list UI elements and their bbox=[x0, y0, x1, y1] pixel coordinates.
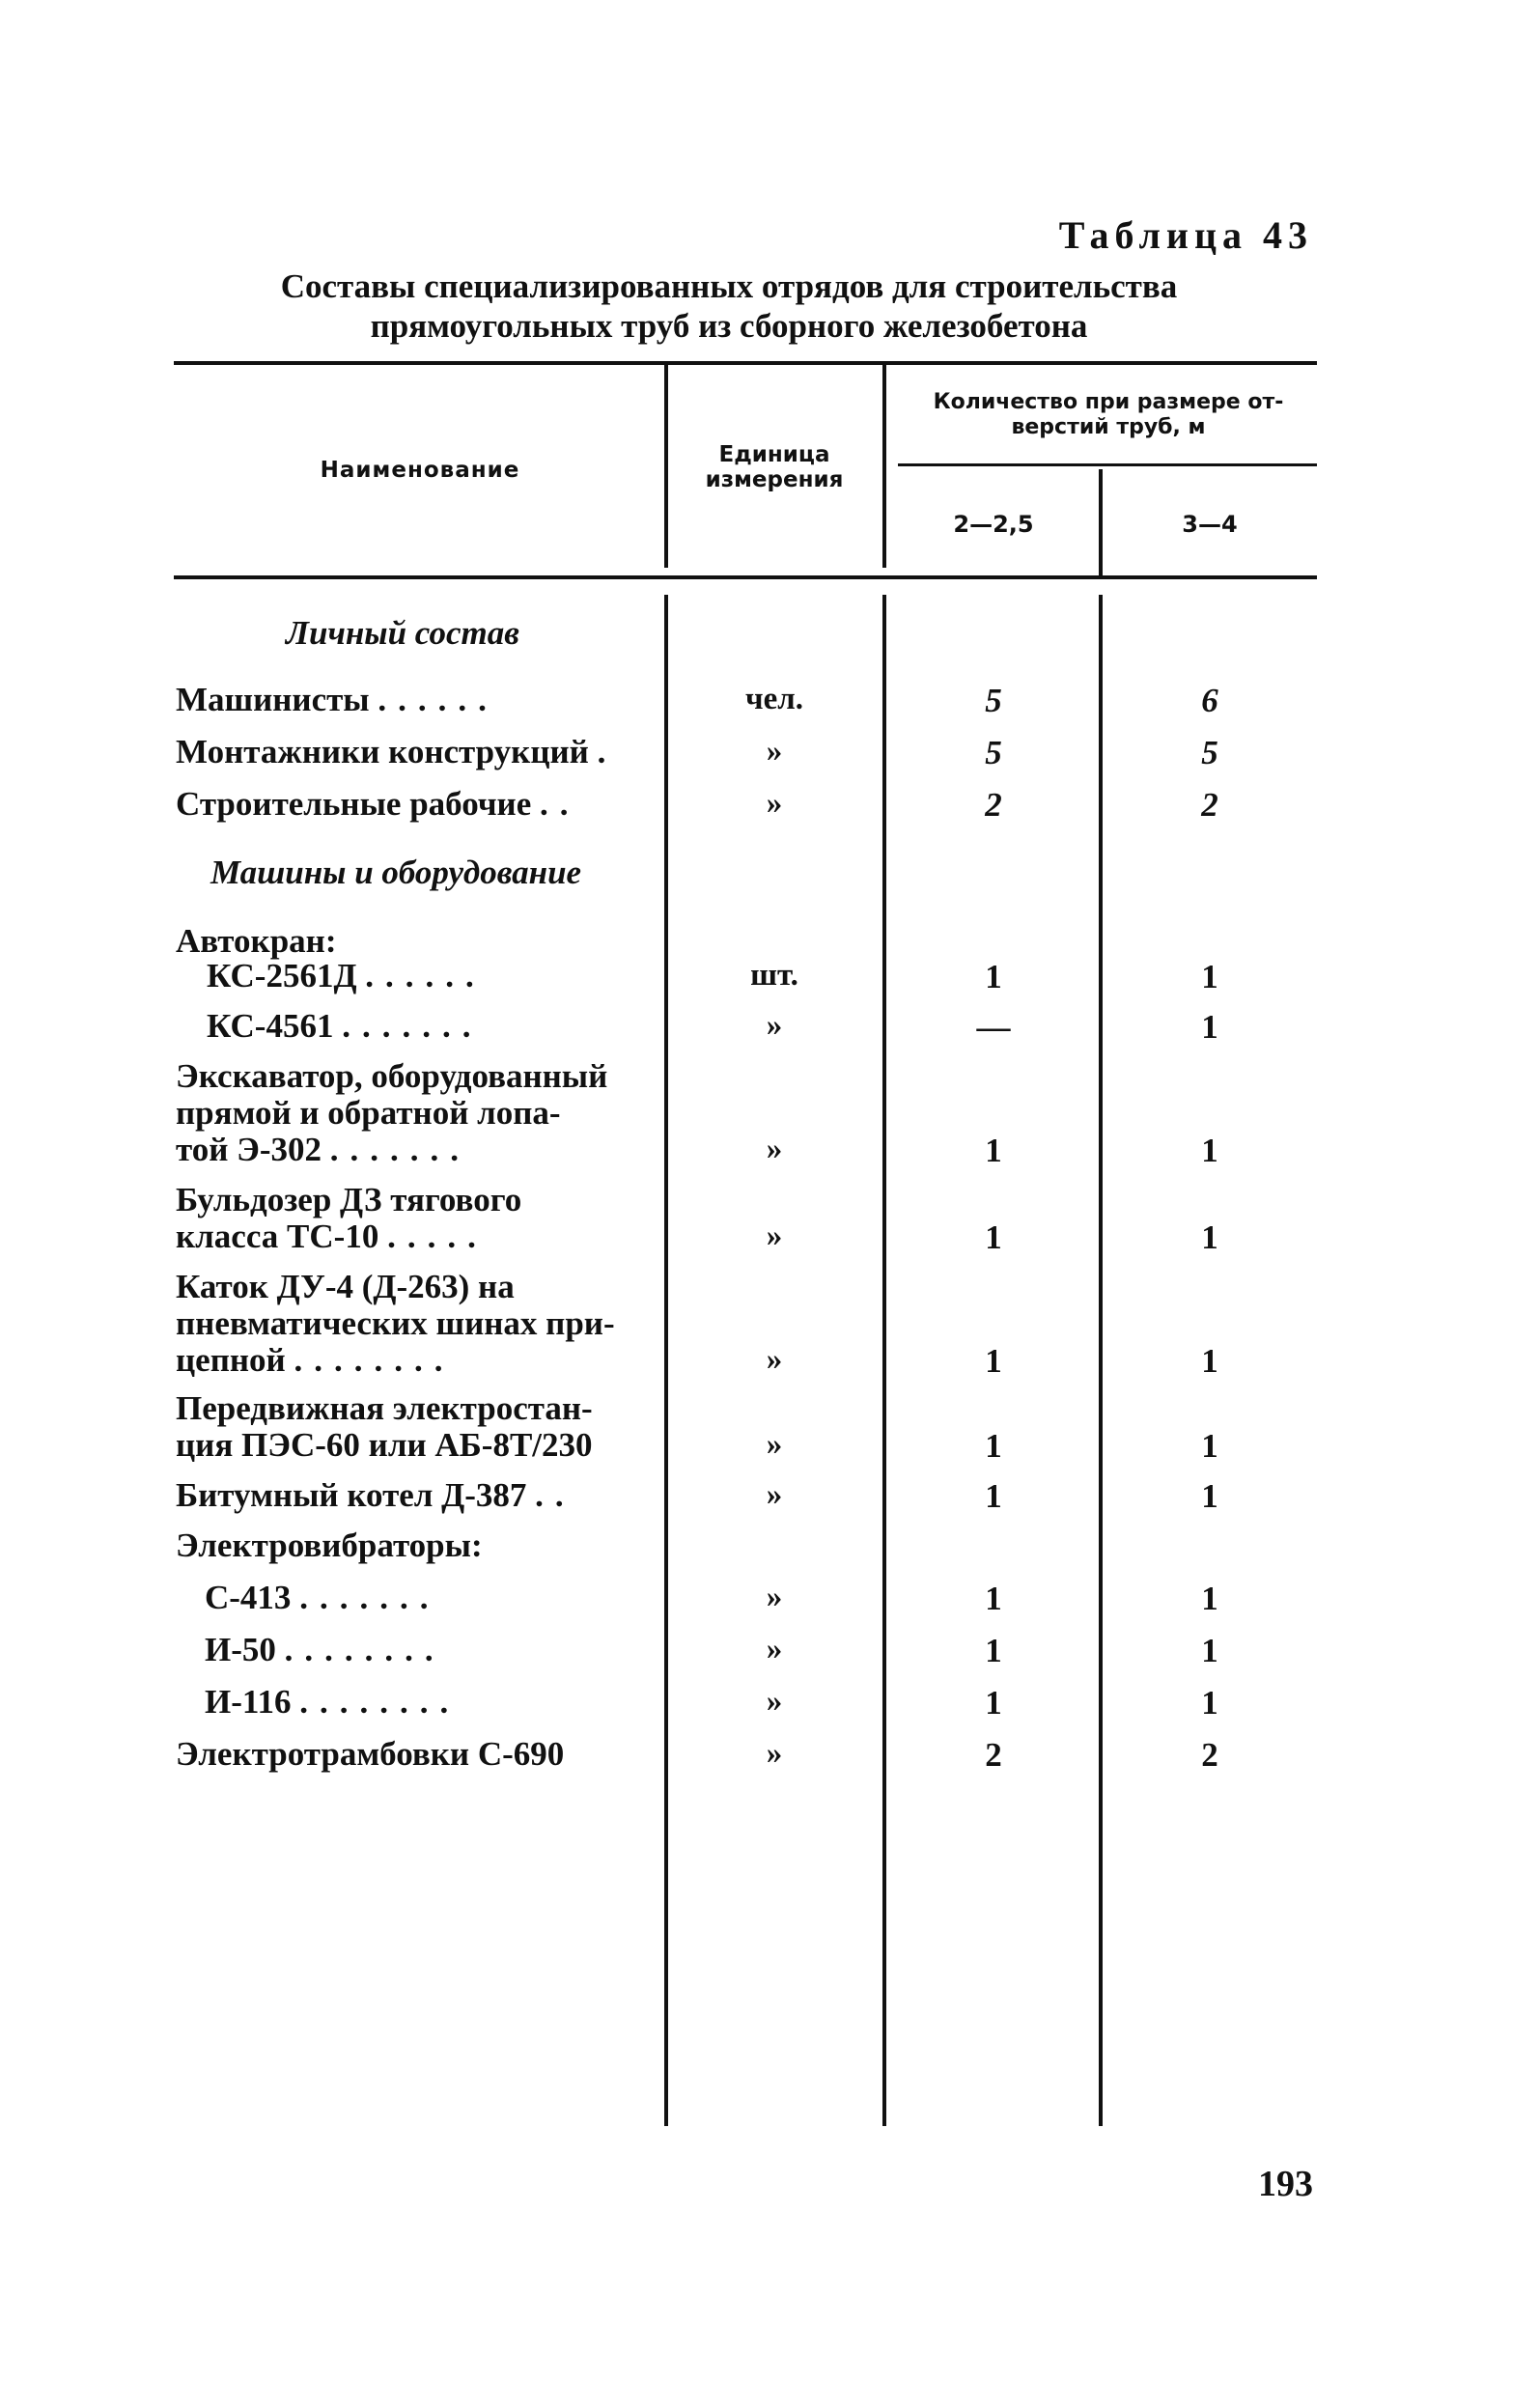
header-col-2: 3—4 bbox=[1182, 511, 1238, 538]
row-value-col1: 1 bbox=[985, 1632, 1002, 1669]
header-quantity-line-2: верстий труб, м bbox=[1011, 415, 1206, 439]
row-name-line-1: Бульдозер ДЗ тягового bbox=[176, 1181, 522, 1218]
row-unit: » bbox=[766, 1477, 783, 1512]
row-unit: » bbox=[766, 1218, 783, 1253]
row-name: КС-2561Д ...... bbox=[207, 957, 486, 994]
row-name bbox=[176, 1269, 643, 1379]
row-value-col1: — bbox=[976, 1008, 1011, 1046]
row-value-col2: 5 bbox=[1201, 734, 1218, 771]
row-name: Битумный котел Д-387 .. bbox=[176, 1476, 575, 1514]
header-name: Наименование bbox=[320, 458, 520, 483]
row-unit: шт. bbox=[750, 958, 798, 993]
row-value-col1: 1 bbox=[985, 1477, 1002, 1515]
row-value-col2: 1 bbox=[1201, 1427, 1218, 1465]
row-name bbox=[176, 1390, 643, 1464]
section-personnel: Личный состав bbox=[286, 614, 519, 652]
row-unit: чел. bbox=[744, 682, 804, 716]
row-name-line-2: пневматических шинах при- bbox=[176, 1304, 615, 1342]
row-name-line-1: Передвижная электростан- bbox=[176, 1389, 593, 1427]
header-unit bbox=[668, 442, 881, 492]
row-name: Электротрамбовки С-690 bbox=[176, 1735, 565, 1773]
header-sub-rule bbox=[898, 463, 1317, 466]
row-name-line-1: Экскаватор, оборудованный bbox=[176, 1057, 608, 1095]
row-value-col1: 1 bbox=[985, 958, 1002, 995]
row-value-col1: 1 bbox=[985, 1684, 1002, 1722]
row-unit: » bbox=[766, 1684, 783, 1719]
header-quantity-line-1: Количество при размере от- bbox=[933, 390, 1284, 414]
row-name-line-3: цепной ........ bbox=[176, 1341, 455, 1379]
row-value-col2: 1 bbox=[1201, 1342, 1218, 1380]
header-unit-line-2: измерения bbox=[705, 467, 844, 492]
row-value-col1: 2 bbox=[985, 786, 1002, 824]
row-unit: » bbox=[766, 1580, 783, 1614]
table-top-rule bbox=[174, 361, 1317, 365]
row-name-line-2: прямой и обратной лопа- bbox=[176, 1094, 561, 1132]
row-unit: » bbox=[766, 786, 783, 821]
header-col-1: 2—2,5 bbox=[953, 511, 1034, 538]
row-unit: » bbox=[766, 1008, 783, 1043]
row-unit: » bbox=[766, 1632, 783, 1666]
row-unit: » bbox=[766, 1736, 783, 1771]
row-value-col2: 1 bbox=[1201, 1132, 1218, 1169]
row-value-col1: 1 bbox=[985, 1218, 1002, 1256]
row-name: И-116 ........ bbox=[205, 1683, 461, 1721]
row-value-col2: 1 bbox=[1201, 958, 1218, 995]
row-value-col1: 1 bbox=[985, 1580, 1002, 1617]
header-unit-line-1: Единица bbox=[718, 442, 830, 467]
header-quantity bbox=[886, 390, 1330, 440]
page-number: 193 bbox=[1258, 2164, 1313, 2204]
row-name-line-1: Каток ДУ-4 (Д-263) на bbox=[176, 1268, 515, 1305]
row-value-col2: 6 bbox=[1201, 682, 1218, 719]
row-name-line-3: той Э-302 ....... bbox=[176, 1131, 471, 1168]
table-title bbox=[164, 266, 1294, 346]
row-value-col2: 1 bbox=[1201, 1008, 1218, 1046]
row-unit: » bbox=[766, 734, 783, 769]
section-machines: Машины и оборудование bbox=[210, 854, 582, 891]
row-value-col2: 1 bbox=[1201, 1632, 1218, 1669]
row-name bbox=[176, 1182, 643, 1255]
title-line-2: прямоугольных труб из сборного железобетона bbox=[370, 307, 1088, 345]
row-name: Машинисты ...... bbox=[176, 681, 498, 718]
row-name bbox=[176, 1058, 643, 1168]
row-value-col2: 2 bbox=[1201, 1736, 1218, 1774]
row-name: С-413 ....... bbox=[205, 1579, 440, 1616]
row-name: Строительные рабочие .. bbox=[176, 785, 580, 823]
row-value-col2: 1 bbox=[1201, 1218, 1218, 1256]
row-unit: » bbox=[766, 1132, 783, 1166]
row-value-col2: 1 bbox=[1201, 1580, 1218, 1617]
row-value-col2: 1 bbox=[1201, 1477, 1218, 1515]
row-name-line-2: класса ТС-10 ..... bbox=[176, 1218, 488, 1255]
title-line-1: Составы специализированных отрядов для строительства bbox=[280, 267, 1178, 305]
row-value-col2: 1 bbox=[1201, 1684, 1218, 1722]
table-label: Таблица 43 bbox=[1058, 213, 1313, 257]
row-value-col2: 2 bbox=[1201, 786, 1218, 824]
row-value-col1: 1 bbox=[985, 1342, 1002, 1380]
row-value-col1: 1 bbox=[985, 1427, 1002, 1465]
row-name: КС-4561 ....... bbox=[207, 1007, 483, 1045]
row-group-name: Автокран: bbox=[176, 922, 337, 960]
row-value-col1: 1 bbox=[985, 1132, 1002, 1169]
row-name-line-2: ция ПЭС-60 или АБ-8Т/230 bbox=[176, 1426, 593, 1464]
header-bottom-rule bbox=[174, 575, 1317, 579]
row-value-col1: 2 bbox=[985, 1736, 1002, 1774]
row-name: И-50 ........ bbox=[205, 1631, 445, 1668]
row-value-col1: 5 bbox=[985, 682, 1002, 719]
row-value-col1: 5 bbox=[985, 734, 1002, 771]
row-group-name: Электровибраторы: bbox=[176, 1526, 483, 1564]
row-unit: » bbox=[766, 1342, 783, 1377]
row-name: Монтажники конструкций . bbox=[176, 733, 618, 770]
row-unit: » bbox=[766, 1427, 783, 1462]
